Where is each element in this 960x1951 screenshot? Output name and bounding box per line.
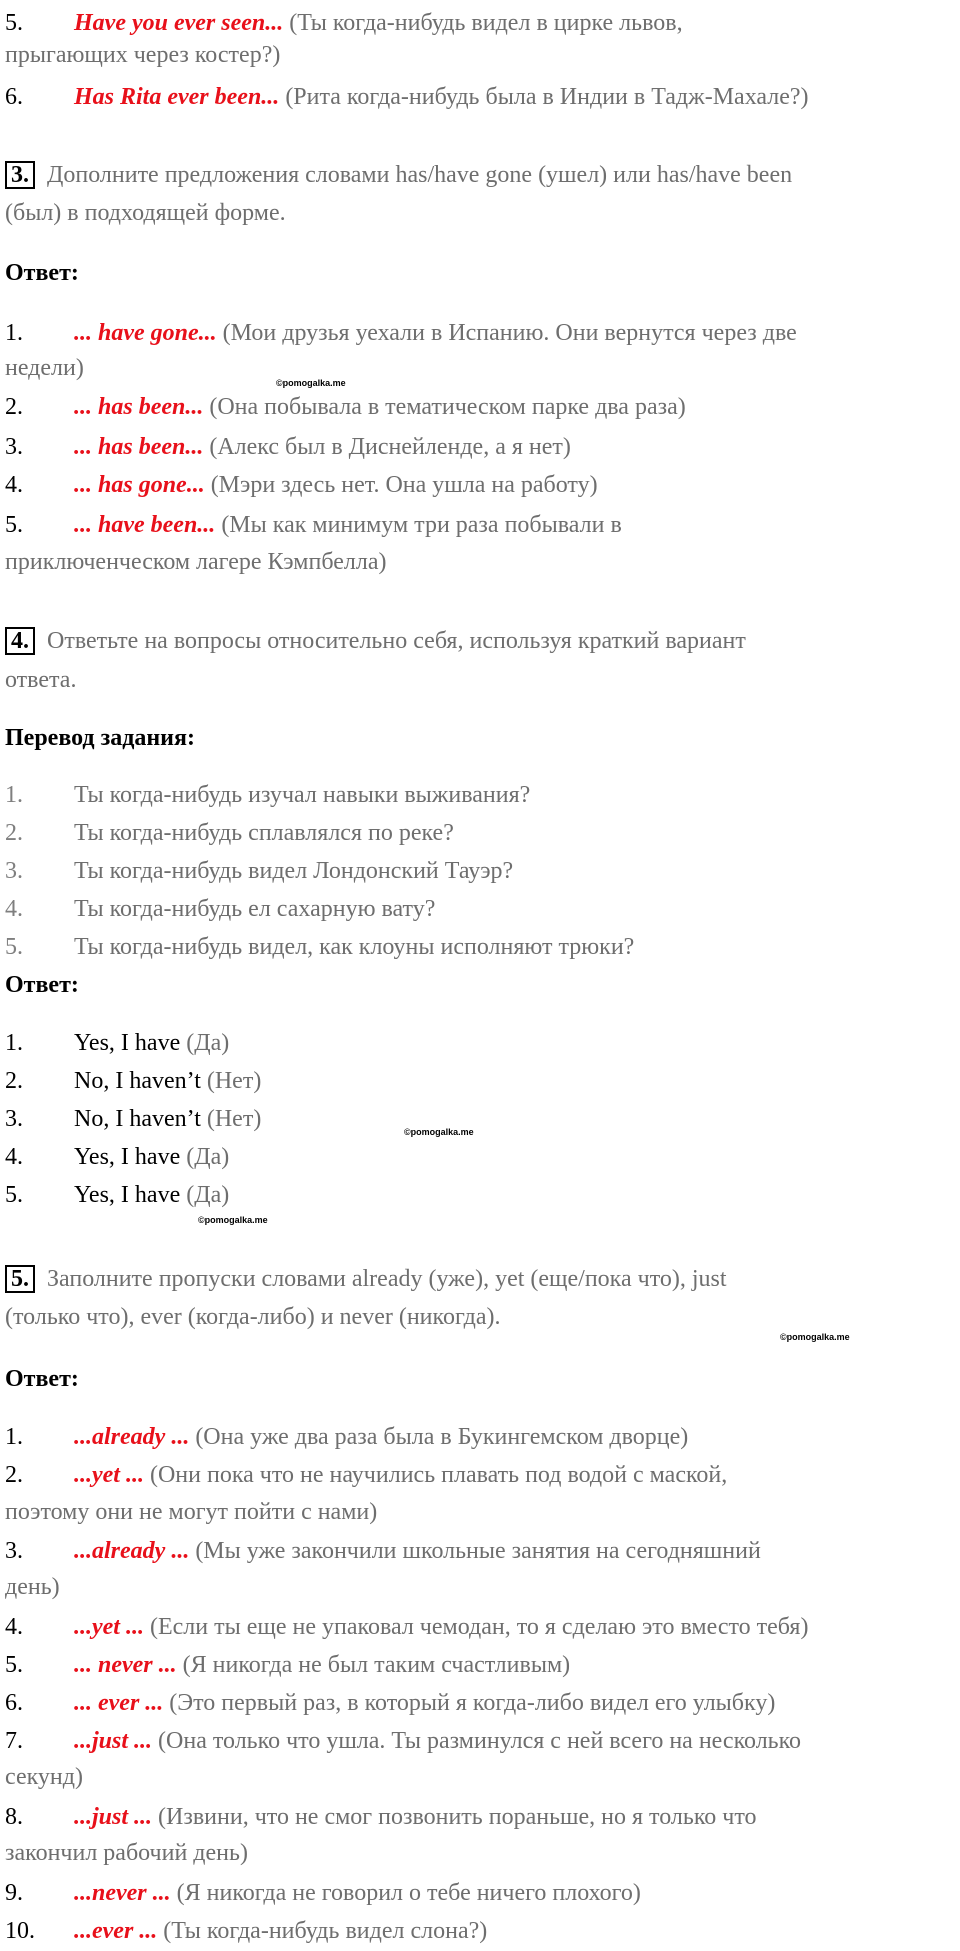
translation-heading: Перевод задания:: [5, 725, 195, 751]
list-item: 1. ...already ... (Она уже два раза была в Букингемском дворце): [5, 1424, 689, 1450]
task-4-instruction: 4. Ответьте на вопросы относительно себя, используя краткий вариант: [5, 626, 955, 660]
task-5-instruction: 5. Заполните пропуски словами already (уже), yet (еще/пока что), just: [5, 1264, 955, 1298]
task-5-instruction-cont: (только что), ever (когда-либо) и never (никогда).: [5, 1304, 501, 1330]
list-item: 7. ...just ... (Она только что ушла. Ты разминулся с ней всего на несколько: [5, 1728, 802, 1754]
watermark: ©pomogalka.me: [780, 1332, 850, 1342]
watermark: ©pomogalka.me: [198, 1215, 268, 1225]
list-item: 1. ... have gone... (Мои друзья уехали в Испанию. Они вернутся через две: [5, 320, 797, 346]
answer-heading: Ответ:: [5, 972, 79, 998]
translation-continuation: приключенческом лагере Кэмпбелла): [5, 549, 387, 575]
task-4-instruction-cont: ответа.: [5, 667, 77, 693]
answer-heading: Ответ:: [5, 1366, 79, 1392]
list-item: 2. Ты когда-нибудь сплавлялся по реке?: [5, 820, 454, 846]
task-number-box: 3.: [5, 161, 35, 189]
list-item: 4. ...yet ... (Если ты еще не упаковал чемодан, то я сделаю это вместо тебя): [5, 1614, 809, 1640]
task-number-box: 4.: [5, 627, 35, 655]
list-item: 10. ...ever ... (Ты когда-нибудь видел слона?): [5, 1918, 488, 1944]
translation-continuation: закончил рабочий день): [5, 1840, 248, 1866]
task-3-instruction-cont: (был) в подходящей форме.: [5, 200, 286, 226]
list-item: 2. ...yet ... (Они пока что не научились плавать под водой с маской,: [5, 1462, 728, 1488]
list-item: 4. Ты когда-нибудь ел сахарную вату?: [5, 896, 436, 922]
task-3-instruction: 3. Дополните предложения словами has/have gone (ушел) или has/have been: [5, 160, 955, 194]
list-item: 8. ...just ... (Извини, что не смог позвонить пораньше, но я только что: [5, 1804, 757, 1830]
list-item: 3. ...already ... (Мы уже закончили школьные занятия на сегодняшний: [5, 1538, 761, 1564]
task-number-box: 5.: [5, 1265, 35, 1293]
translation-continuation: прыгающих через костер?): [5, 42, 281, 68]
list-item: 3. No, I haven’t (Нет): [5, 1106, 262, 1132]
list-item: 5. ... never ... (Я никогда не был таким счастливым): [5, 1652, 571, 1678]
translation-continuation: день): [5, 1574, 60, 1600]
watermark: ©pomogalka.me: [404, 1127, 474, 1137]
translation-continuation: секунд): [5, 1764, 83, 1790]
list-item: 3. ... has been... (Алекс был в Диснейленде, а я нет): [5, 434, 571, 460]
list-item: 4. ... has gone... (Мэри здесь нет. Она ушла на работу): [5, 472, 598, 498]
translation-continuation: поэтому они не могут пойти с нами): [5, 1499, 378, 1525]
translation-text: (Рита когда-нибудь была в Индии в Тадж-Махале?): [285, 84, 809, 110]
list-item: 6. Has Rita ever been... (Рита когда-нибудь была в Индии в Тадж-Махале?): [5, 84, 809, 110]
list-item: 3. Ты когда-нибудь видел Лондонский Тауэр?: [5, 858, 514, 884]
list-item: 4. Yes, I have (Да): [5, 1144, 230, 1170]
list-item: 2. ... has been... (Она побывала в тематическом парке два раза): [5, 394, 686, 420]
list-item: 1. Ты когда-нибудь изучал навыки выживания?: [5, 782, 531, 808]
answer-heading: Ответ:: [5, 260, 79, 286]
list-item: 9. ...never ... (Я никогда не говорил о тебе ничего плохого): [5, 1880, 641, 1906]
list-item: 5. Yes, I have (Да): [5, 1182, 230, 1208]
watermark: ©pomogalka.me: [276, 378, 346, 388]
translation-text: (Ты когда-нибудь видел в цирке львов,: [289, 10, 683, 36]
list-item: 5. ... have been... (Мы как минимум три раза побывали в: [5, 512, 622, 538]
list-item: 6. ... ever ... (Это первый раз, в который я когда-либо видел его улыбку): [5, 1690, 776, 1716]
list-item: 1. Yes, I have (Да): [5, 1030, 230, 1056]
answer-text: Has Rita ever been...: [74, 84, 280, 110]
list-item: 2. No, I haven’t (Нет): [5, 1068, 262, 1094]
answer-text: Have you ever seen...: [74, 10, 284, 36]
list-item: 5. Ты когда-нибудь видел, как клоуны исполняют трюки?: [5, 934, 635, 960]
translation-continuation: недели): [5, 355, 84, 381]
list-item: 5. Have you ever seen... (Ты когда-нибудь видел в цирке львов,: [5, 10, 683, 36]
